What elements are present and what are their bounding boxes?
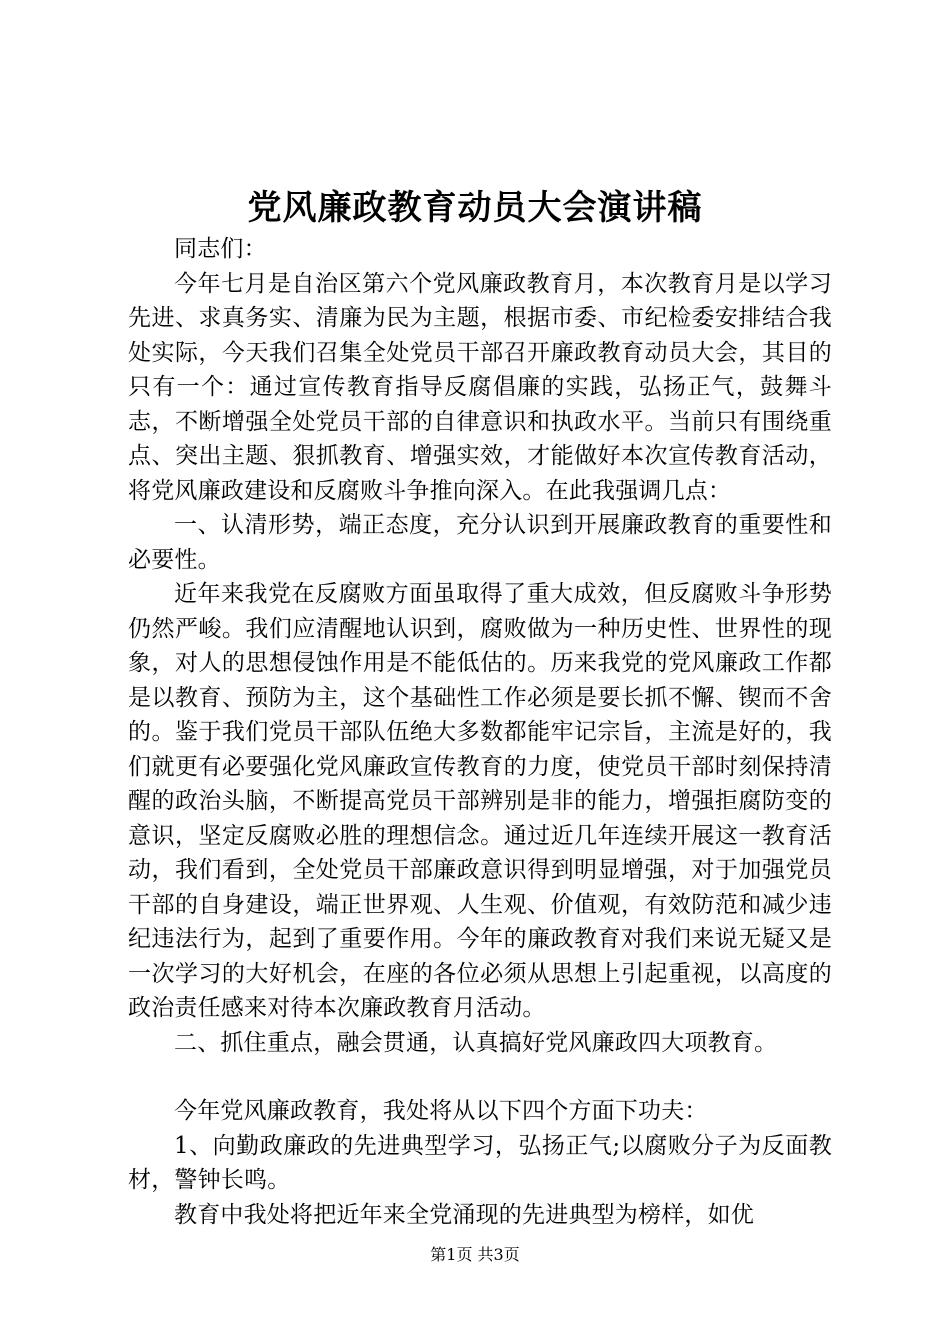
body-paragraph: 今年七月是自治区第六个党风廉政教育月，本次教育月是以学习先进、求真务实、清廉为民为主题，根据市委、市纪检委安排结合我处实际，今天我们召集全处党员干部召开廉政教育动员大会，其目的只有一个：通过宣传教育指导反腐倡廉的实践，弘扬正气，鼓舞斗志，不断增强全处党员干部的自律意识和执政水平。当前只有围绕重点、突出主题、狠抓教育、增强实效，才能做好本次宣传教育活动，将党风廉政建设和反腐败斗争推向深入。在此我强调几点： [128, 270, 832, 504]
document-title: 党风廉政教育动员大会演讲稿 [247, 188, 703, 228]
list-item: 1、向勤政廉政的先进典型学习，弘扬正气;以腐败分子为反面教材，警钟长鸣。 [128, 1132, 832, 1193]
greeting-paragraph: 同志们： [174, 236, 267, 262]
section-heading: 一、认清形势，端正态度，充分认识到开展廉政教育的重要性和必要性。 [128, 512, 832, 573]
body-paragraph: 今年党风廉政教育，我处将从以下四个方面下功夫： [174, 1098, 708, 1124]
body-paragraph: 教育中我处将把近年来全党涌现的先进典型为榜样，如优 [174, 1201, 754, 1228]
page-footer: 第1页 共3页 [430, 1245, 520, 1264]
section-heading: 二、抓住重点，融会贯通，认真搞好党风廉政四大项教育。 [174, 1029, 778, 1056]
document-body [128, 232, 832, 1232]
body-paragraph: 近年来我党在反腐败方面虽取得了重大成效，但反腐败斗争形势仍然严峻。我们应清醒地认识到，腐败做为一种历史性、世界性的现象，对人的思想侵蚀作用是不能低估的。历来我党的党风廉政工作都是以教育、预防为主，这个基础性工作必须是要长抓不懈、锲而不舍的。鉴于我们党员干部队伍绝大多数都能牢记宗旨，主流是好的，我们就更有必要强化党风廉政宣传教育的力度，使党员干部时刻保持清醒的政治头脑，不断提高党员干部辨别是非的能力，增强拒腐防变的意识，坚定反腐败必胜的理想信念。通过近几年连续开展这一教育活动，我们看到，全处党员干部廉政意识得到明显增强，对于加强党员干部的自身建设，端正世界观、人生观、价值观，有效防范和减少违纪违法行为，起到了重要作用。今年的廉政教育对我们来说无疑又是一次学习的大好机会，在座的各位必须从思想上引起重视，以高度的政治责任感来对待本次廉政教育月活动。 [128, 581, 832, 1021]
